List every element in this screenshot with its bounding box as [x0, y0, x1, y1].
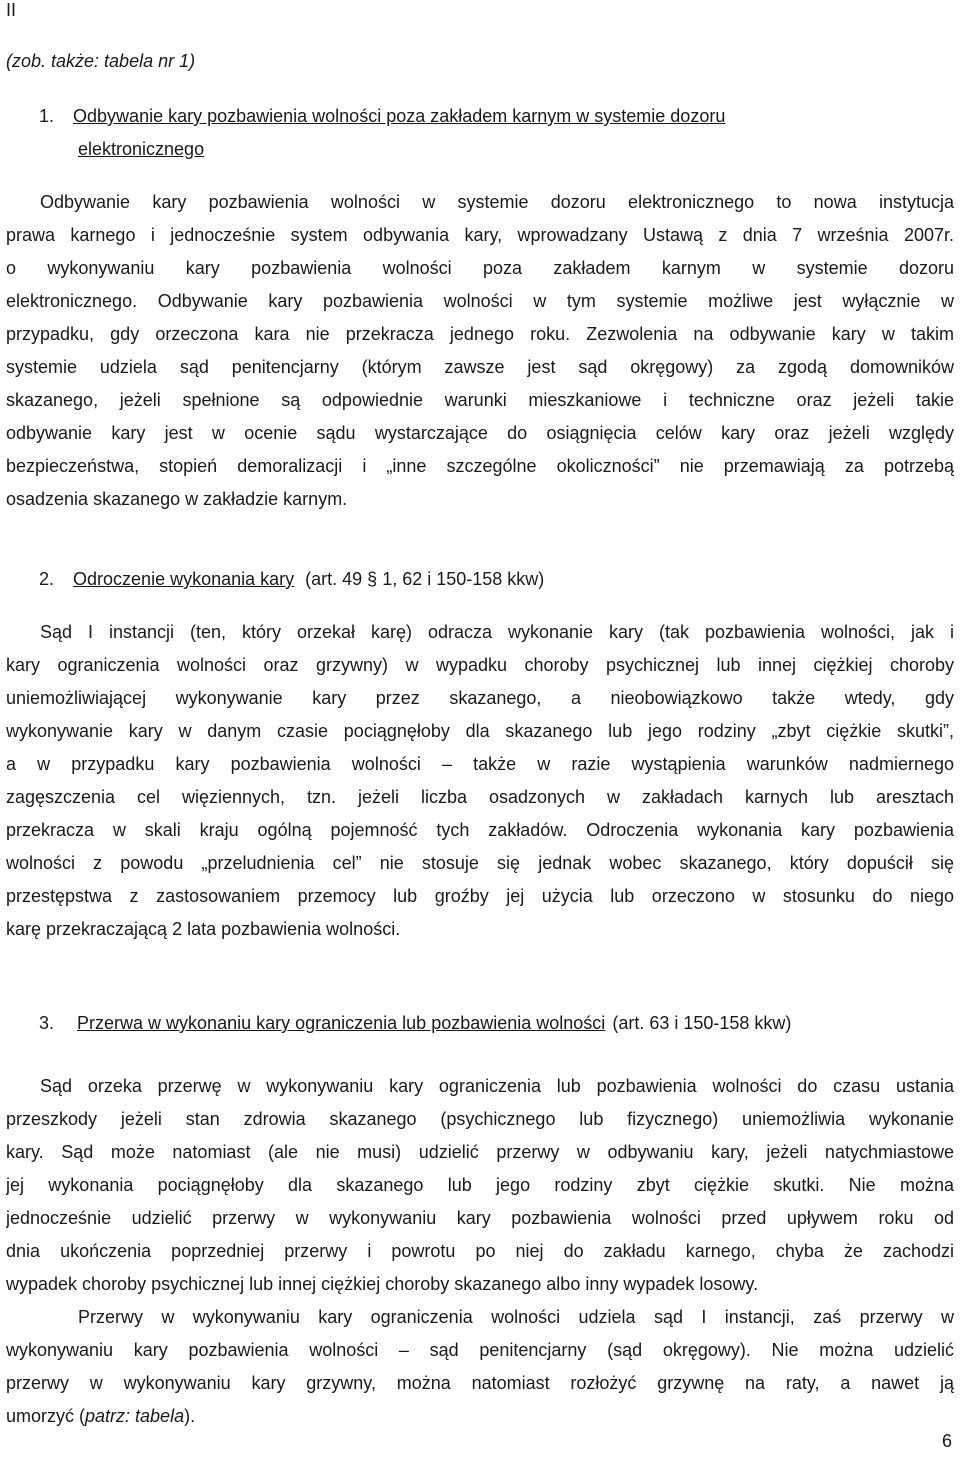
section-1-title-line-1: Odbywanie kary pozbawienia wolności poza zakładem karnym w systemie dozoru: [73, 106, 726, 126]
body-line: wykonywanie kary w danym czasie pociągnęłoby dla skazanego lub jego rodziny „zbyt ciężkie skutki”,: [6, 721, 954, 741]
body-line: dnia ukończenia poprzedniej przerwy i powrotu po niej do zakładu karnego, chyba że zachodzi: [6, 1241, 954, 1261]
body-line: Odbywanie kary pozbawienia wolności w systemie dozoru elektronicznego to nowa instytucja: [40, 192, 954, 212]
body-line-last: [6, 1400, 954, 1433]
body-line: wypadek choroby psychicznej lub innej ciężkiej choroby skazanego albo inny wypadek losowy.: [6, 1274, 759, 1294]
section-3-paragraph-1: [6, 1070, 954, 1301]
body-line: odbywanie kary jest w ocenie sądu wystarczające do osiągnięcia celów kary oraz jeżeli względy: [6, 423, 954, 443]
body-line: zagęszczenia cel więziennych, tzn. jeżeli liczba osadzonych w zakładach karnych lub aresztach: [6, 787, 954, 807]
body-line: karę przekraczającą 2 lata pozbawienia wolności.: [6, 919, 401, 939]
body-line: Przerwy w wykonywaniu kary ograniczenia wolności udziela sąd I instancji, zaś przerwy w: [78, 1307, 954, 1327]
last-line-end: ).: [184, 1406, 196, 1426]
section-1-heading: [6, 100, 954, 166]
section-2-number: 2.: [39, 569, 55, 589]
body-line: wykonywaniu kary pozbawienia wolności – sąd penitencjarny (sąd okręgowy). Nie można udzielić: [6, 1340, 954, 1360]
section-1-body: [6, 186, 954, 516]
body-line: wolności z powodu „przeludnienia cel” nie stosuje się jednak wobec skazanego, który dopuścił się: [6, 853, 954, 873]
body-line: kary. Sąd może natomiast (ale nie musi) udzielić przerwy w odbywaniu kary, jeżeli natychmiastowe: [6, 1142, 954, 1162]
section-3-paragraph-2: [6, 1301, 954, 1433]
header-mark: II: [6, 0, 17, 20]
section-2-heading: [6, 563, 954, 596]
body-line: przestępstwa z zastosowaniem przemocy lub groźby jej użycia lub orzeczono w stosunku do niego: [6, 886, 954, 906]
section-2-title: Odroczenie wykonania kary: [73, 569, 295, 589]
section-3-number: 3.: [39, 1013, 55, 1033]
body-line: Sąd I instancji (ten, który orzekał karę) odracza wykonanie kary (tak pozbawienia wolności, jak i: [40, 622, 954, 642]
body-line: bezpieczeństwa, stopień demoralizacji i „inne szczególne okoliczności” nie przemawiają za potrzebą: [6, 456, 954, 476]
body-line: jej wykonania pociągnęłoby dla skazanego lub jego rodziny zbyt ciężkie skutki. Nie można: [6, 1175, 954, 1195]
last-line-text: umorzyć (: [6, 1406, 86, 1426]
body-line: elektronicznego. Odbywanie kary pozbawienia wolności w tym systemie możliwe jest wyłącznie w: [6, 291, 954, 311]
section-3-heading: [6, 1007, 954, 1040]
body-line: Sąd orzeka przerwę w wykonywaniu kary ograniczenia lub pozbawienia wolności do czasu ustania: [40, 1076, 954, 1096]
body-line: skazanego, jeżeli spełnione są odpowiednie warunki mieszkaniowe i techniczne oraz jeżeli takie: [6, 390, 954, 410]
section-2-body: [6, 616, 954, 946]
table-reference: patrz: tabela: [85, 1406, 185, 1426]
body-line: przerwy w wykonywaniu kary grzywny, można natomiast rozłożyć grzywnę na raty, a nawet ją: [6, 1373, 954, 1393]
section-2-article-ref: (art. 49 § 1, 62 i 150-158 kkw): [305, 569, 545, 589]
section-1-title-line-2: elektronicznego: [78, 139, 205, 159]
body-line: przeszkody jeżeli stan zdrowia skazanego (psychicznego lub fizycznego) uniemożliwia wykonanie: [6, 1109, 954, 1129]
section-3-article-ref: (art. 63 i 150-158 kkw): [612, 1013, 792, 1033]
body-line: a w przypadku kary pozbawienia wolności – także w razie wystąpienia warunków nadmiernego: [6, 754, 954, 774]
body-line: jednocześnie udzielić przerwy w wykonywaniu kary pozbawienia wolności przed upływem roku od: [6, 1208, 954, 1228]
body-line: przekracza w skali kraju ogólną pojemność tych zakładów. Odroczenia wykonania kary pozbawienia: [6, 820, 954, 840]
body-line: uniemożliwiającej wykonywanie kary przez skazanego, a nieobowiązkowo także wtedy, gdy: [6, 688, 954, 708]
body-line: systemie udziela sąd penitencjarny (którym zawsze jest sąd okręgowy) za zgodą domowników: [6, 357, 954, 377]
section-3-title: Przerwa w wykonaniu kary ograniczenia lub pozbawienia wolności: [77, 1013, 606, 1033]
body-line: osadzenia skazanego w zakładzie karnym.: [6, 489, 348, 509]
section-1-number: 1.: [39, 106, 55, 126]
body-line: o wykonywaniu kary pozbawienia wolności poza zakładem karnym w systemie dozoru: [6, 258, 954, 278]
page-number: 6: [941, 1431, 952, 1451]
body-line: kary ograniczenia wolności oraz grzywny) w wypadku choroby psychicznej lub innej ciężkiej choroby: [6, 655, 954, 675]
body-line: przypadku, gdy orzeczona kara nie przekracza jednego roku. Zezwolenia na odbywanie kary w takim: [6, 324, 954, 344]
see-also-note: (zob. także: tabela nr 1): [6, 51, 196, 71]
body-line: prawa karnego i jednocześnie system odbywania kary, wprowadzany Ustawą z dnia 7 września 2007r.: [6, 225, 954, 245]
